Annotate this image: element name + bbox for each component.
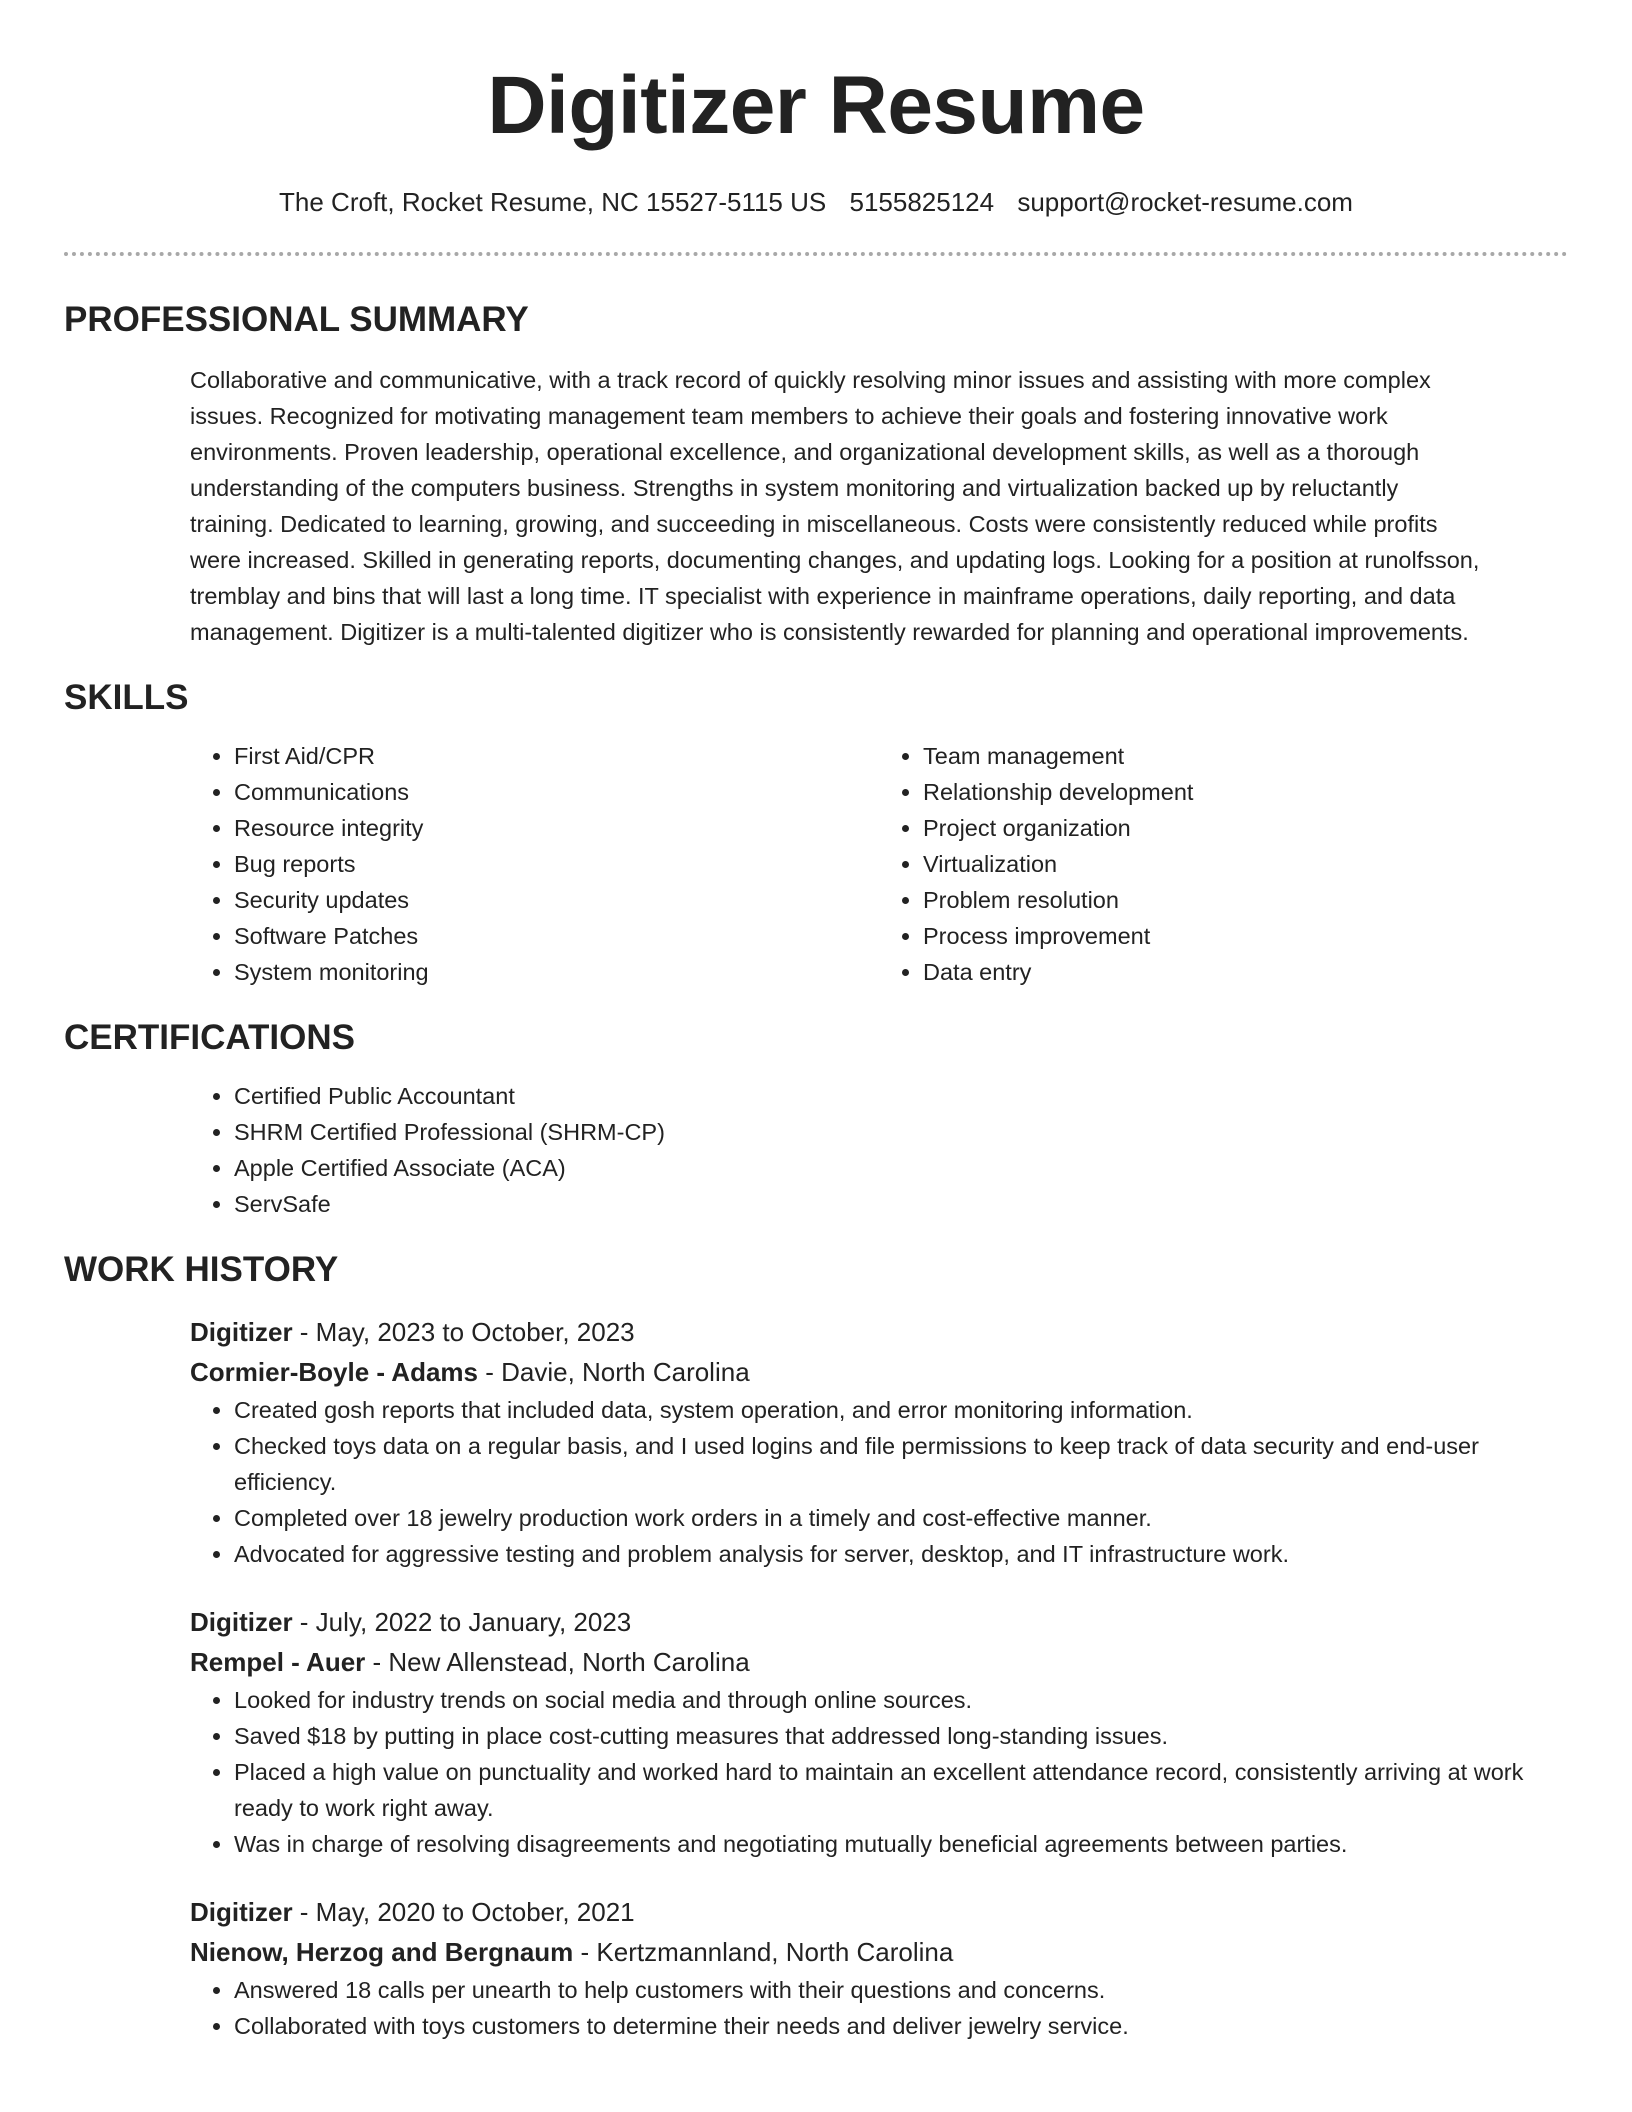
- skill-item: • Communications: [234, 774, 879, 810]
- skill-item: • System monitoring: [234, 954, 879, 990]
- skill-item: • Team management: [923, 738, 1568, 774]
- contact-line: [64, 186, 1568, 218]
- certifications-heading: CERTIFICATIONS: [64, 1018, 356, 1057]
- job-bullets: [190, 1682, 1568, 1862]
- job-location: - Kertzmannland, North Carolina: [573, 1937, 954, 1967]
- job-bullet: • Looked for industry trends on social media and through online sources.: [234, 1682, 1568, 1718]
- certification-item: • Certified Public Accountant: [234, 1078, 1568, 1114]
- job-bullet: • Collaborated with toys customers to determine their needs and deliver jewelry service.: [234, 2008, 1568, 2044]
- job-company: Nienow, Herzog and Bergnaum: [190, 1937, 574, 1967]
- job-dates: - May, 2020 to October, 2021: [292, 1897, 635, 1927]
- summary-line: management. Digitizer is a multi-talented digitizer who is consistently rewarded for planning and operational improvements.: [190, 619, 1469, 645]
- phone: 5155825124: [849, 187, 995, 217]
- address: The Croft, Rocket Resume, NC 15527-5115 US: [279, 187, 827, 217]
- job-entry: [190, 1312, 1568, 1572]
- skills-list: [190, 738, 1568, 990]
- certification-item: • ServSafe: [234, 1186, 1568, 1222]
- skill-item: • Bug reports: [234, 846, 879, 882]
- job-role: Digitizer: [190, 1607, 293, 1637]
- skill-item: • Project organization: [923, 810, 1568, 846]
- certifications-bullets: [190, 1078, 1568, 1222]
- job-bullet: • Completed over 18 jewelry production work orders in a timely and cost-effective manner.: [234, 1500, 1568, 1536]
- job-bullet: • Saved $18 by putting in place cost-cutting measures that addressed long-standing issues.: [234, 1718, 1568, 1754]
- job-entry: [190, 1892, 1568, 2044]
- job-title-line: [190, 1602, 1568, 1642]
- job-bullets: [190, 1392, 1568, 1572]
- skill-item: • Resource integrity: [234, 810, 879, 846]
- job-bullet: • Checked toys data on a regular basis, and I used logins and file permissions to keep track of data security and end-user efficiency.: [234, 1428, 1568, 1500]
- certifications-list: [190, 1078, 1568, 1222]
- resume-title: Digitizer Resume: [487, 60, 1145, 151]
- summary-line: understanding of the computers business. Strengths in system monitoring and virtualization backed up by reluctantly: [190, 475, 1399, 501]
- header-divider: [64, 252, 1568, 256]
- summary-line: issues. Recognized for motivating management team members to achieve their goals and fostering innovative work: [190, 403, 1388, 429]
- job-company-line: [190, 1352, 1568, 1392]
- skills-heading: SKILLS: [64, 678, 189, 717]
- job-location: - Davie, North Carolina: [478, 1357, 750, 1387]
- job-role: Digitizer: [190, 1897, 293, 1927]
- skill-item: • Relationship development: [923, 774, 1568, 810]
- skill-item: • Process improvement: [923, 918, 1568, 954]
- job-bullet: • Was in charge of resolving disagreements and negotiating mutually beneficial agreements between parties.: [234, 1826, 1568, 1862]
- job-company: Cormier-Boyle - Adams: [190, 1357, 478, 1387]
- skill-item: • Problem resolution: [923, 882, 1568, 918]
- job-bullet: • Created gosh reports that included data, system operation, and error monitoring information.: [234, 1392, 1568, 1428]
- job-location: - New Allenstead, North Carolina: [365, 1647, 750, 1677]
- summary-text: [190, 362, 1568, 650]
- job-title-line: [190, 1892, 1568, 1932]
- certification-item: • Apple Certified Associate (ACA): [234, 1150, 1568, 1186]
- job-company: Rempel - Auer: [190, 1647, 366, 1677]
- skill-item: • Software Patches: [234, 918, 879, 954]
- job-company-line: [190, 1932, 1568, 1972]
- job-bullets: [190, 1972, 1568, 2044]
- summary-heading: PROFESSIONAL SUMMARY: [64, 300, 529, 339]
- skills-column-right: [879, 738, 1568, 990]
- job-title-line: [190, 1312, 1568, 1352]
- email: support@rocket-resume.com: [1017, 187, 1353, 217]
- summary-line: tremblay and bins that will last a long time. IT specialist with experience in mainframe operations, daily reporting, and data: [190, 583, 1456, 609]
- skills-column-left: [190, 738, 879, 990]
- job-entry: [190, 1602, 1568, 1862]
- job-bullet: • Answered 18 calls per unearth to help customers with their questions and concerns.: [234, 1972, 1568, 2008]
- summary-line: Collaborative and communicative, with a track record of quickly resolving minor issues and assisting with more complex: [190, 367, 1431, 393]
- job-role: Digitizer: [190, 1317, 293, 1347]
- job-dates: - May, 2023 to October, 2023: [292, 1317, 635, 1347]
- job-bullet: • Advocated for aggressive testing and problem analysis for server, desktop, and IT infrastructure work.: [234, 1536, 1568, 1572]
- job-dates: - July, 2022 to January, 2023: [292, 1607, 632, 1637]
- job-bullet: • Placed a high value on punctuality and worked hard to maintain an excellent attendance record, consistently arriving at work ready to work right away.: [234, 1754, 1568, 1826]
- skill-item: • Security updates: [234, 882, 879, 918]
- job-company-line: [190, 1642, 1568, 1682]
- summary-line: environments. Proven leadership, operational excellence, and organizational development skills, as well as a thorough: [190, 439, 1420, 465]
- skill-item: • Virtualization: [923, 846, 1568, 882]
- certification-item: • SHRM Certified Professional (SHRM-CP): [234, 1114, 1568, 1150]
- skill-item: • Data entry: [923, 954, 1568, 990]
- work-history-heading: WORK HISTORY: [64, 1250, 339, 1289]
- summary-line: training. Dedicated to learning, growing, and succeeding in miscellaneous. Costs were consistently reduced while profits: [190, 511, 1438, 537]
- skill-item: • First Aid/CPR: [234, 738, 879, 774]
- summary-line: were increased. Skilled in generating reports, documenting changes, and updating logs. Looking for a position at runolfsson,: [190, 547, 1480, 573]
